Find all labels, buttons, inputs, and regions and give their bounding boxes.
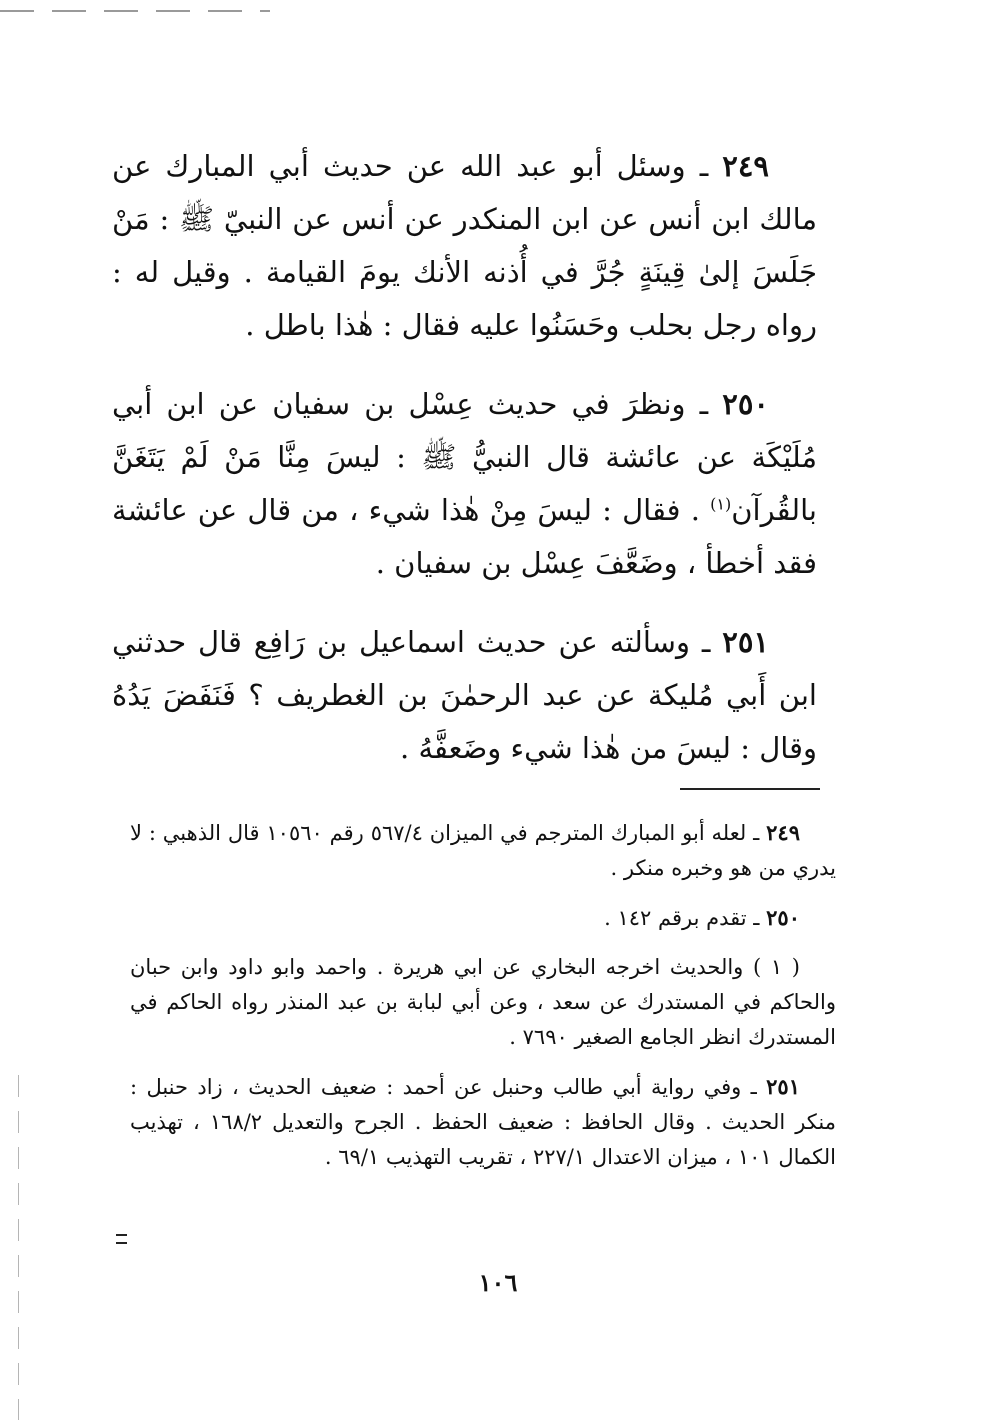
- footnotes: [130, 815, 836, 1189]
- entry-text: ـ وسألته عن حديث اسماعيل بن رَافِع قال حدثني ابن أَبي مُليكة عن عبد الرحمٰنَ بن الغطريف ؟ فَنَفَضَ يَدُهُ وقال : ليسَ من هٰذا شيء وضَعفَّهُ .: [112, 625, 817, 765]
- entry-text-continued: . فقال : ليسَ مِنْ هٰذا شيء ، من قال عن عائشة فقد أخطأ ، وضَعَّفَ عِسْل بن سفيان .: [112, 493, 817, 580]
- entry-251: [112, 616, 817, 775]
- main-text: [112, 140, 817, 801]
- footnote-1: [130, 950, 836, 1055]
- footnote-251: [130, 1069, 836, 1175]
- entry-number: ٢٥٠: [722, 387, 770, 421]
- scan-margin-line: [18, 1075, 19, 1420]
- footnote-number: ٢٥١: [766, 1074, 800, 1099]
- footnote-number: ٢٤٩: [766, 820, 800, 845]
- page-number: ١٠٦: [478, 1268, 518, 1297]
- entry-249: [112, 140, 817, 352]
- entry-250: [112, 378, 817, 590]
- entry-text: ـ وسئل أبو عبد الله عن حديث أبي المبارك عن مالك ابن أنس عن ابن المنكدر عن أنس عن النبيّ ﷺ : مَنْ جَلَسَ إلىٰ قِينَةٍ جُرَّ في أُذنه الأنك يومَ القيامة . وقيل له : رواه رجل بحلب وحَسَنُوا عليه فقال : هٰذا باطل .: [112, 149, 817, 342]
- footnote-number: ( ١ ): [753, 955, 800, 979]
- footnote-ref: (١): [710, 494, 732, 514]
- footnote-text: ـ وفي رواية أبي طالب وحنبل عن أحمد : ضعيف الحديث ، زاد حنبل : منكر الحديث . وقال الحافظ : ضعيف الحفظ . الجرح والتعديل ١٦٨/٢ ، تهذيب الكمال ١٠١ ، ميزان الاعتدال ٢٢٧/١ ، تقريب التهذيب ٦٩/١ .: [130, 1075, 836, 1169]
- footnote-text: ـ تقدم برقم ١٤٢ .: [604, 906, 760, 930]
- footnote-249: [130, 815, 836, 886]
- footnote-250: [130, 900, 836, 936]
- footnote-number: ٢٥٠: [766, 905, 800, 930]
- margin-mark: [116, 1234, 127, 1244]
- scan-top-dashes: [0, 10, 270, 12]
- entry-number: ٢٥١: [722, 625, 770, 659]
- entry-text: ـ ونظرَ في حديث عِسْل بن سفيان عن ابن أبي مُلَيْكَة عن عائشة قال النبيُّ ﷺ : ليسَ مِنَّا مَنْ لَمْ يَتَغَنَّ بالقُرآن: [112, 387, 817, 527]
- footnote-divider: [680, 788, 820, 790]
- footnote-text: والحديث اخرجه البخاري عن ابي هريرة . واحمد وابو داود وابن حبان والحاكم في المستدرك عن سعد ، وعن أبي لبابة بن عبد المنذر رواه الحاكم في المستدرك انظر الجامع الصغير ٧٦٩٠ .: [130, 955, 836, 1049]
- footnote-text: ـ لعله أبو المبارك المترجم في الميزان ٥٦٧/٤ رقم ١٠٥٦٠ قال الذهبي : لا يدري من هو وخبره منكر .: [130, 821, 836, 880]
- entry-number: ٢٤٩: [722, 149, 770, 183]
